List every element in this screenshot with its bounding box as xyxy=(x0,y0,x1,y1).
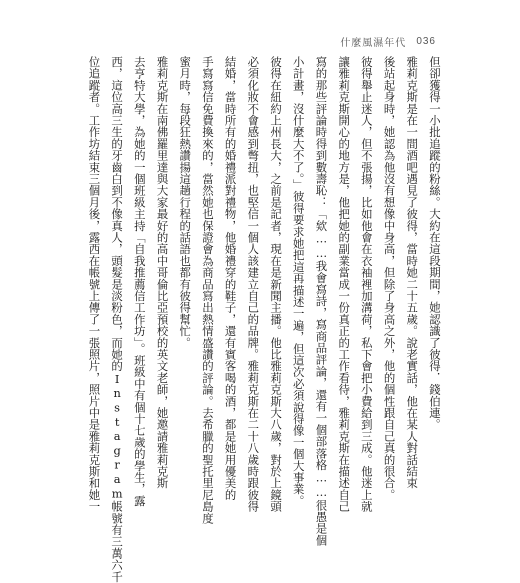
page-number: 036 xyxy=(416,36,436,47)
running-header xyxy=(340,34,436,49)
text-column: 雅莉克斯是在一間酒吧遇見了彼得，當時她二十五歲。說老實話，他在某人對話結束 xyxy=(405,56,420,489)
text-column: 手寫寫信免費換來的，當然她也保證會為商品寫出熱情盛讚的評論。去希臘的聖托里尼島度 xyxy=(200,56,215,524)
text-column: 讓雅莉克斯開心的地方是，他把她的副業當成一份真正的工作看待，雅莉克斯在描述自己 xyxy=(337,56,352,513)
text-column: 彼得在紐約上州長大，之前是記者，現在是新聞主播。他比雅莉克斯大八歲，對於上鏡頭 xyxy=(269,56,284,513)
text-column: 寫的那些評論時得到數壽恥：「欸……我會寫詩，寫商品評論，還有一個部落格……很愚是個 xyxy=(314,56,329,547)
text-column: 結婚，當時所有的婚禮派對禮物，他婚禮穿的鞋子，還有賓客喝的酒，都是她用優美的 xyxy=(223,56,238,501)
text-column: 但卻獲得一小批追蹤的粉絲。大約在這段期間，她認識了彼得．錢伯連。 xyxy=(427,56,442,431)
text-column: 去亨特大學，為她的一個班級主持「自我推薦信工作坊」。班級中有個十七歲的學生，露 xyxy=(132,56,147,507)
text-column: 蜜月時，每段狂熱讚揚這趟行程的話語也都有彼得幫忙。 xyxy=(178,56,193,349)
text-column: 彼得舉止迷人，但不張揚，比如他會在衣袖裡加溝荷，私下會把小費給到三成。他迷上就 xyxy=(359,56,374,513)
text-column: 西，這位高三生的牙齒白到不像真人，頭髮是淡粉色，而她的Instagram帳號有三萬六千 xyxy=(110,56,125,583)
vertical-text-body xyxy=(87,56,442,583)
text-column: 必須化妝不會感到彆扭，也堅信一個人該建立自己的品牌。雅莉克斯在二十八歲時跟彼得 xyxy=(246,56,261,513)
text-column: 位追蹤者。工作坊結束三個月後，露西在帳號上傳了一張照片，照片中是雅莉克斯和她一 xyxy=(87,56,102,513)
text-column: 小計畫，沒什麼大不了。」彼得要求她把這再描述一遍，但這次必須說得像一個大事業。 xyxy=(291,56,306,507)
text-column: 雅莉克斯在南佛羅里達與大家最好的高中哥倫比亞預校的英文老師，她邀請雅莉克斯 xyxy=(155,56,170,489)
book-title: 什麼風濕年代 xyxy=(340,38,407,49)
text-column: 後站起身時，她認為他沒有想像中身高，但除了身高之外，他的個性跟自己真的很合。 xyxy=(382,56,397,501)
